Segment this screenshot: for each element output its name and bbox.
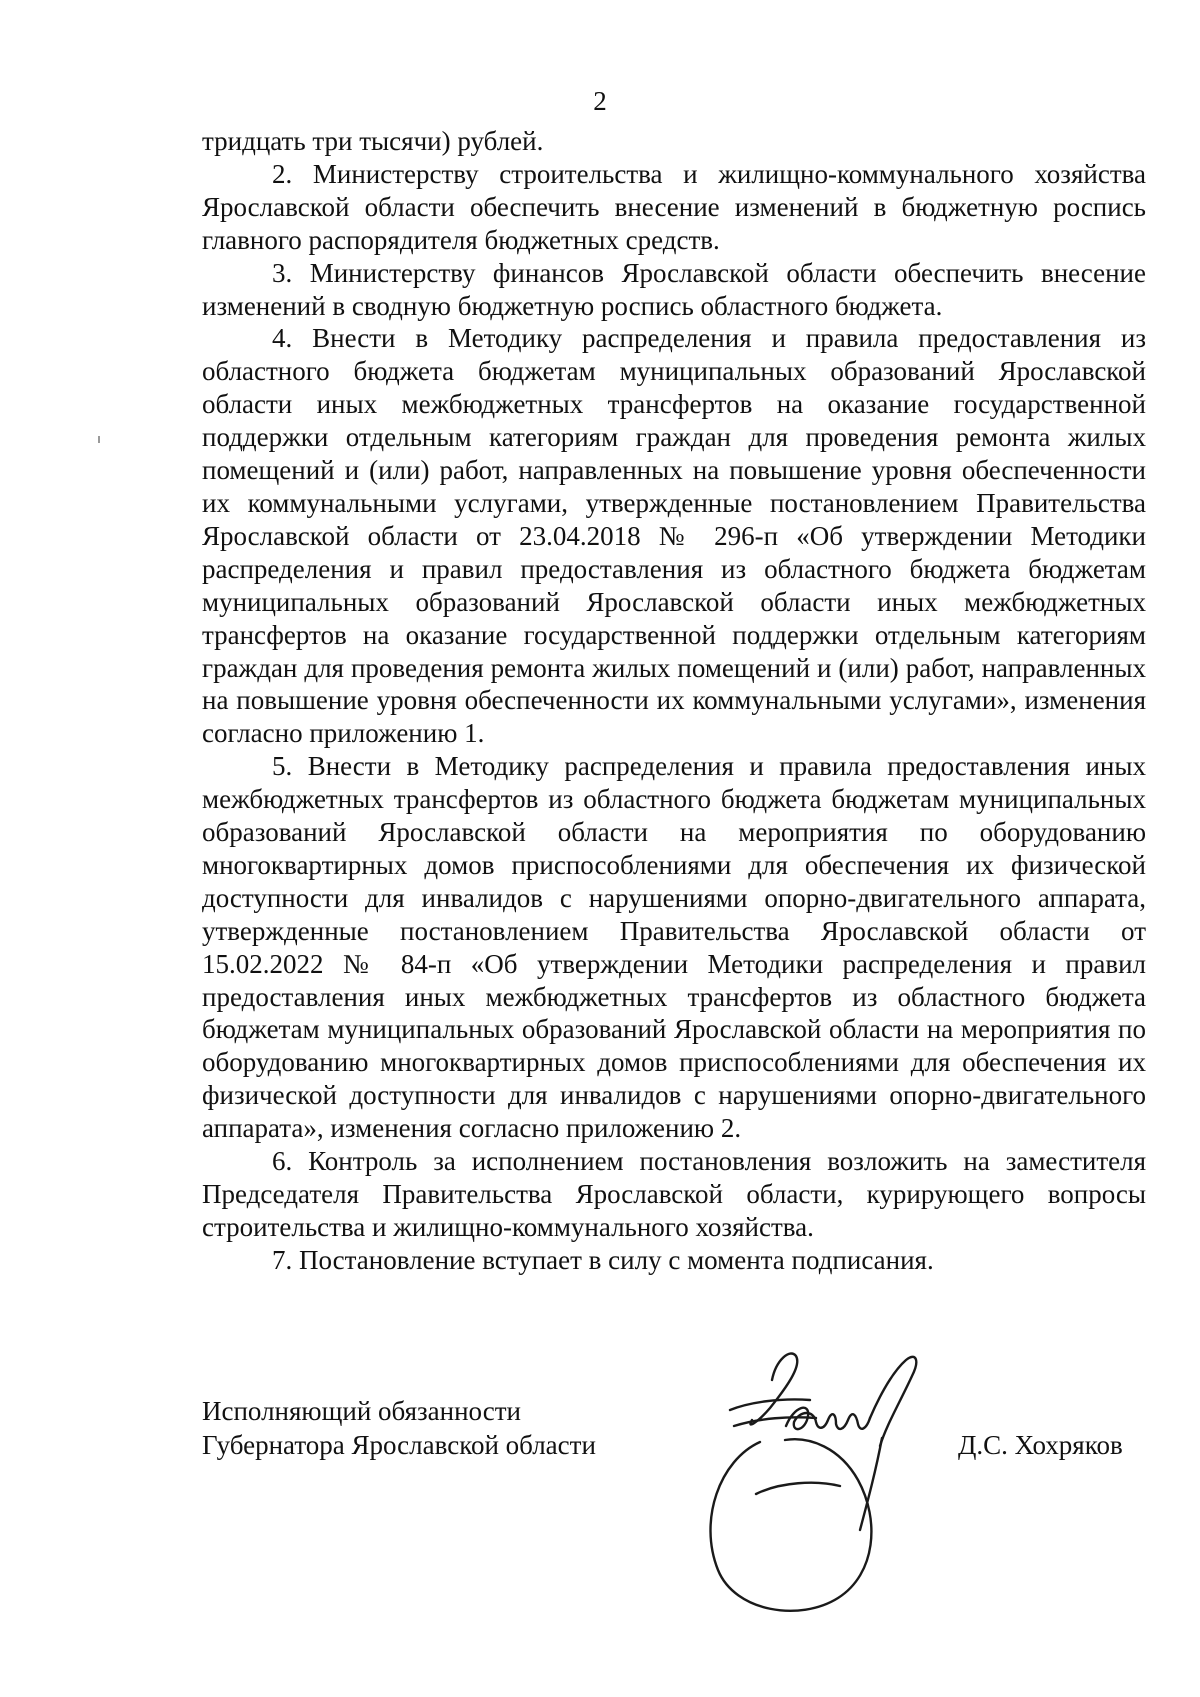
paragraph-item-3: 3. Министерству финансов Ярославской области обеспечить внесение изменений в сводную бюджетную роспись областного бюджета. <box>202 257 1146 321</box>
signer-position-line-1: Исполняющий обязанности <box>202 1396 521 1426</box>
paragraph-item-5: 5. Внести в Методику распределения и правила предоставления иных межбюджетных трансфертов из областного бюджета бюджетам муниципальных образований Ярославской области на мероприятия по оборудованию многоквартирных домов приспособлениями для обеспечения их физической доступности для инвалидов с нарушениями опорно-двигательного аппарата, утвержденные постановлением Правительства Ярославской области от 15.02.2022 № 84-п «Об утверждении Методики распределения и правил предоставления иных межбюджетных трансфертов из областного бюджета бюджетам муниципальных образований Ярославской области на мероприятия по оборудованию многоквартирных домов приспособлениями для обеспечения их физической доступности для инвалидов с нарушениями опорно-двигательного аппарата», изменения согласно приложению 2. <box>202 751 1146 1144</box>
paragraph-item-2: 2. Министерству строительства и жилищно-коммунального хозяйства Ярославской области обеспечить внесение изменений в бюджетную роспись главного распорядителя бюджетных средств. <box>202 158 1146 255</box>
document-body <box>202 125 1146 1277</box>
paragraph-item-7: 7. Постановление вступает в силу с момента подписания. <box>272 1244 934 1275</box>
signer-position-line-2: Губернатора Ярославской области <box>202 1430 596 1460</box>
page-number: 2 <box>593 86 607 116</box>
paragraph-continuation: тридцать три тысячи) рублей. <box>202 126 544 156</box>
signer-position <box>202 1394 596 1462</box>
scan-speck <box>98 436 100 443</box>
signer-name: Д.С. Хохряков <box>958 1430 1123 1460</box>
paragraph-item-4: 4. Внести в Методику распределения и правила предоставления из областного бюджета бюджетам муниципальных образований Ярославской области иных межбюджетных трансфертов на оказание государственной поддержки отдельным категориям граждан для проведения ремонта жилых помещений и (или) работ, направленных на повышение уровня обеспеченности их коммунальными услугами, утвержденные постановлением Правительства Ярославской области от 23.04.2018 № 296-п «Об утверждении Методики распределения и правил предоставления из областного бюджета бюджетам муниципальных образований Ярославской области иных межбюджетных трансфертов на оказание государственной поддержки отдельным категориям граждан для проведения ремонта жилых помещений и (или) работ, направленных на повышение уровня обеспеченности их коммунальными услугами», изменения согласно приложению 1. <box>202 323 1146 749</box>
handwritten-signature-icon <box>690 1330 960 1620</box>
paragraph-item-6: 6. Контроль за исполнением постановления возложить на заместителя Председателя Правительства Ярославской области, курирующего вопросы строительства и жилищно-коммунального хозяйства. <box>202 1146 1146 1242</box>
